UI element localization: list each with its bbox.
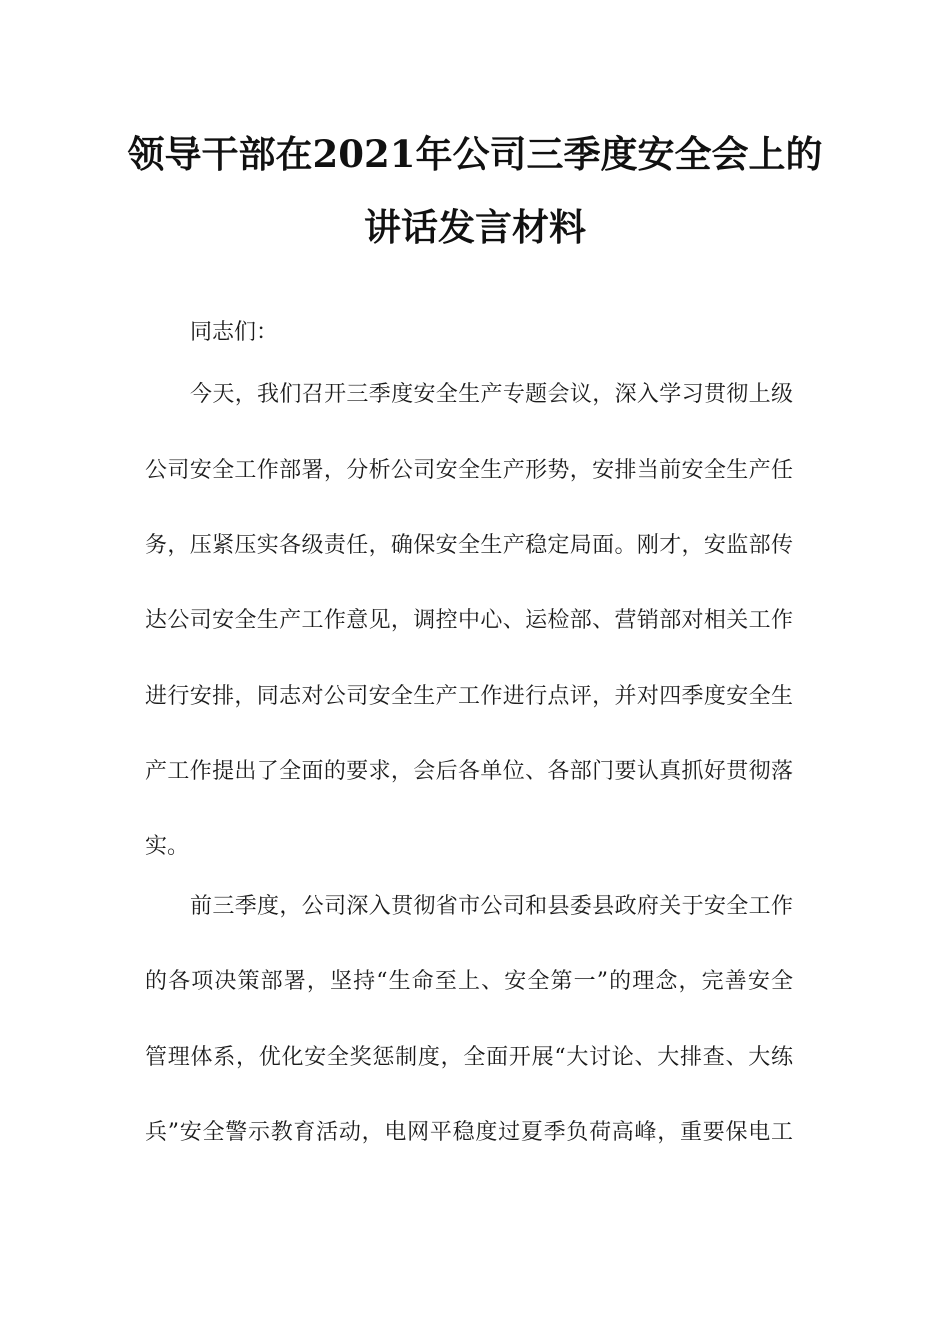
paragraph-1-line-3: 务，压紧压实各级责任，确保安全生产稳定局面。刚才，安监部传: [145, 533, 793, 558]
paragraph-2-line-1: 前三季度，公司深入贯彻省市公司和县委县政府关于安全工作: [190, 894, 793, 919]
document-title-line-1: 领导干部在2021年公司三季度安全会上的: [127, 132, 823, 176]
salutation: 同志们：: [190, 320, 279, 345]
paragraph-2-line-3: 管理体系，优化安全奖惩制度，全面开展“大讨论、大排查、大练: [145, 1045, 793, 1070]
document-title-line-2: 讲话发言材料: [364, 205, 586, 249]
paragraph-1-line-5: 进行安排，同志对公司安全生产工作进行点评，并对四季度安全生: [145, 684, 793, 709]
paragraph-1-line-1: 今天，我们召开三季度安全生产专题会议，深入学习贯彻上级: [190, 382, 793, 407]
paragraph-2-line-4: 兵”安全警示教育活动，电网平稳度过夏季负荷高峰，重要保电工: [145, 1120, 793, 1145]
paragraph-1-line-6: 产工作提出了全面的要求，会后各单位、各部门要认真抓好贯彻落: [145, 759, 793, 784]
paragraph-1-line-4: 达公司安全生产工作意见，调控中心、运检部、营销部对相关工作: [145, 608, 793, 633]
paragraph-1-line-7: 实。: [145, 834, 190, 859]
paragraph-1-line-2: 公司安全工作部署，分析公司安全生产形势，安排当前安全生产任: [145, 458, 793, 483]
paragraph-2-line-2: 的各项决策部署，坚持“生命至上、安全第一”的理念，完善安全: [145, 969, 793, 994]
